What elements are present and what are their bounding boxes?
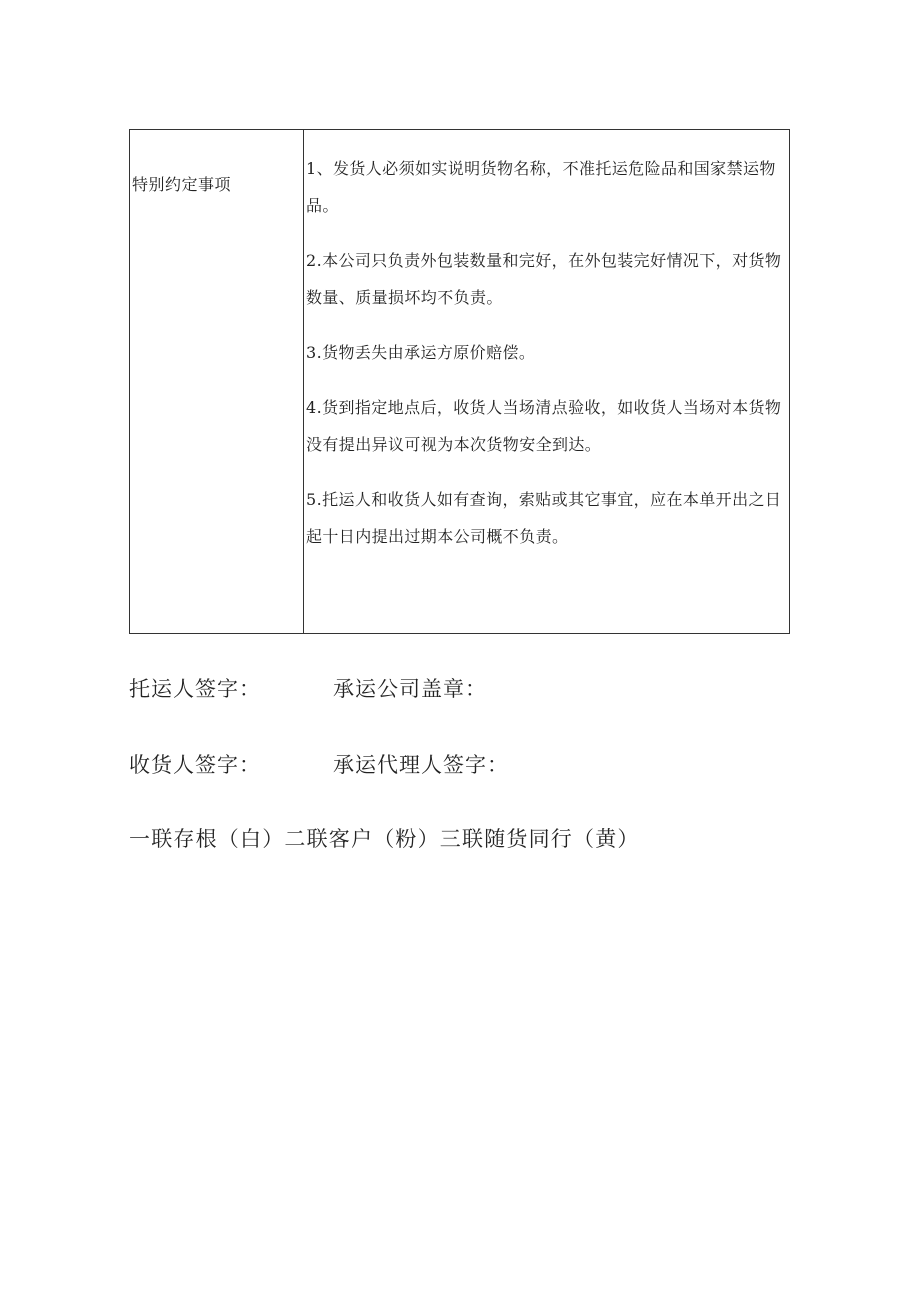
- special-terms-label: 特别约定事项: [130, 130, 304, 633]
- clause-3: 3.货物丢失由承运方原价赔偿。: [306, 343, 536, 362]
- carrier-seal-label: 承运公司盖章：: [333, 677, 487, 701]
- clause-4: 4.货到指定地点后，收货人当场清点验收，如收货人当场对本货物没有提出异议可视为本次货物安全到达。: [306, 398, 782, 454]
- signature-row-1: [129, 673, 487, 703]
- copy-distribution-note: 一联存根（白）二联客户（粉）三联随货同行（黄）: [129, 827, 640, 851]
- carrier-agent-signature-label: 承运代理人签字：: [333, 753, 509, 777]
- consignee-signature-label: 收货人签字：: [129, 753, 261, 777]
- shipper-signature-label: 托运人签字：: [129, 677, 261, 701]
- clause-5: 5.托运人和收货人如有查询，索贴或其它事宜，应在本单开出之日起十日内提出过期本公司概不负责。: [306, 490, 782, 546]
- special-terms-table: [129, 129, 790, 634]
- signature-row-2: [129, 749, 509, 779]
- clause-1: 1、发货人必须如实说明货物名称，不准托运危险品和国家禁运物品。: [306, 159, 776, 215]
- clause-2: 2.本公司只负责外包装数量和完好，在外包装完好情况下，对货物数量、质量损坏均不负责。: [306, 251, 782, 307]
- special-terms-content: [304, 130, 789, 633]
